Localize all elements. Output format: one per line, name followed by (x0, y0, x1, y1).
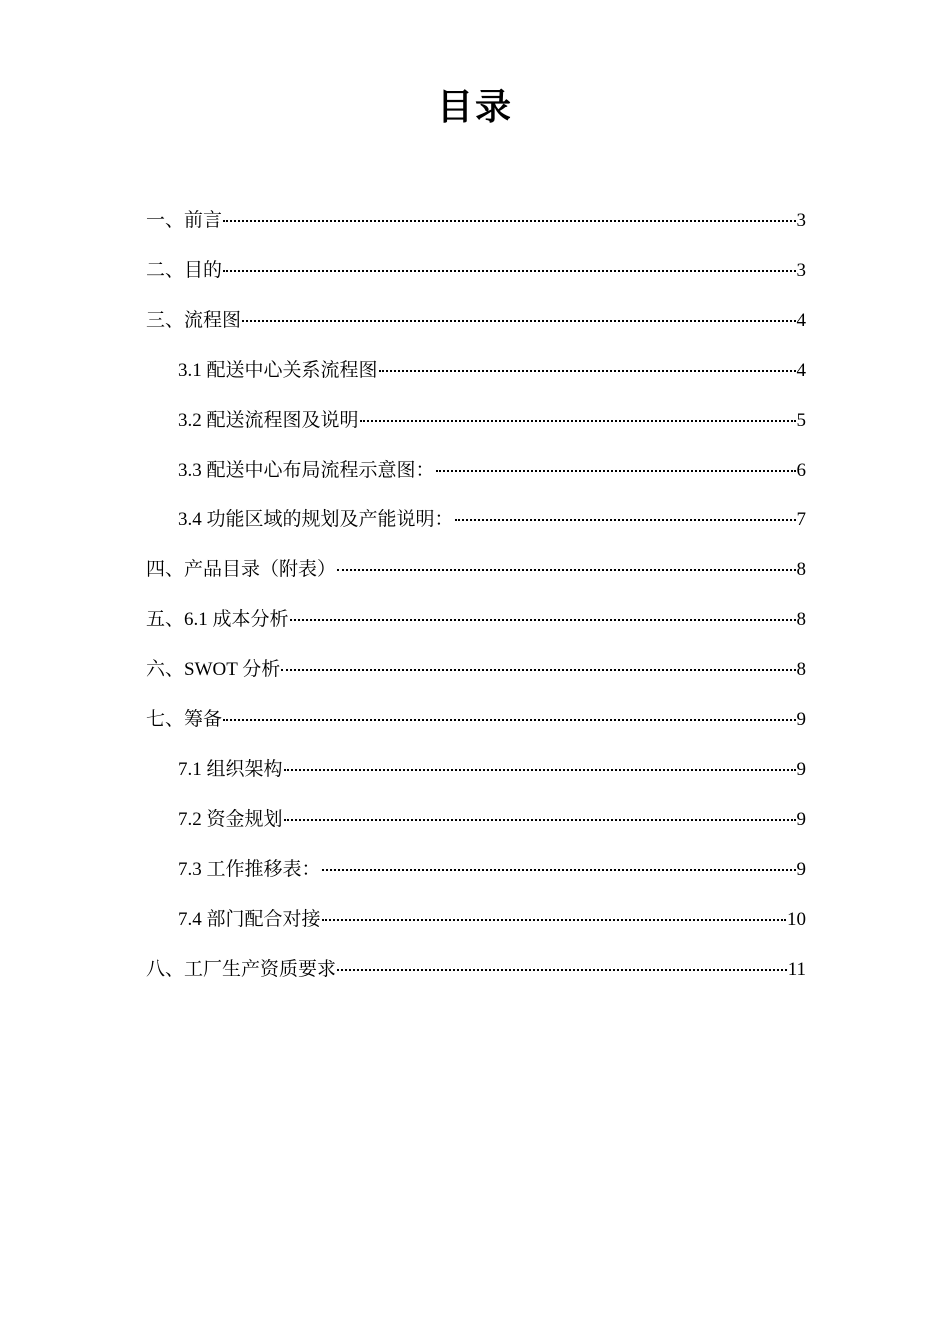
toc-page-number: 9 (796, 809, 806, 830)
toc-entry-title: 三、流程图 (146, 310, 242, 331)
toc-entry[interactable] (146, 655, 806, 685)
toc-entry-title: 7.4 部门配合对接 (178, 909, 321, 930)
toc-dot-leader (322, 869, 796, 871)
toc-entry[interactable] (146, 605, 806, 635)
toc-entry-title: 六、SWOT 分析 (146, 659, 281, 680)
toc-dot-leader (360, 420, 796, 422)
toc-dot-leader (284, 769, 796, 771)
toc-page-number: 7 (796, 509, 806, 530)
toc-entry[interactable] (178, 456, 806, 486)
toc-page-number: 8 (796, 559, 806, 580)
toc-dot-leader (242, 320, 795, 322)
toc-entry[interactable] (146, 306, 806, 336)
toc-page-number: 9 (796, 709, 806, 730)
toc-dot-leader (290, 619, 796, 621)
toc-entry[interactable] (146, 705, 806, 735)
toc-entry[interactable] (146, 555, 806, 585)
toc-entry-title: 7.1 组织架构 (178, 759, 283, 780)
toc-entry-title: 七、筹备 (146, 709, 223, 730)
toc-page-number: 3 (796, 260, 806, 281)
toc-entry-title: 3.4 功能区域的规划及产能说明： (178, 509, 454, 530)
toc-dot-leader (337, 569, 795, 571)
page-title: 目录 (436, 87, 513, 128)
toc-entry-title: 3.3 配送中心布局流程示意图： (178, 460, 435, 481)
toc-dot-leader (223, 719, 795, 721)
toc-dot-leader (379, 370, 796, 372)
toc-page-number: 8 (796, 659, 806, 680)
toc-dot-leader (455, 519, 796, 521)
toc-page-number: 11 (787, 959, 806, 980)
toc-dot-leader (223, 220, 795, 222)
toc-entry[interactable] (178, 505, 806, 535)
toc-page-number: 10 (787, 909, 806, 930)
toc-entry-title: 八、工厂生产资质要求 (146, 959, 337, 980)
toc-page-number: 5 (796, 410, 806, 431)
toc-entry-title: 四、产品目录（附表） (146, 559, 337, 580)
toc-dot-leader (281, 669, 795, 671)
toc-page-number: 4 (796, 310, 806, 331)
toc-entry[interactable] (178, 755, 806, 785)
toc-dot-leader (337, 969, 787, 971)
toc-entry[interactable] (146, 955, 806, 985)
toc-dot-leader (436, 470, 796, 472)
toc-entry[interactable] (178, 855, 806, 885)
toc-dot-leader (322, 919, 786, 921)
toc-entry[interactable] (178, 356, 806, 386)
toc-entry[interactable] (178, 406, 806, 436)
toc-entry[interactable] (146, 206, 806, 236)
toc-page-number: 6 (796, 460, 806, 481)
toc-entry-title: 二、目的 (146, 260, 223, 281)
toc-page-number: 4 (796, 360, 806, 381)
toc-dot-leader (223, 270, 795, 272)
toc-page-number: 8 (796, 609, 806, 630)
toc-entry-title: 7.3 工作推移表： (178, 859, 321, 880)
toc-entry[interactable] (178, 805, 806, 835)
toc-page-number: 9 (796, 859, 806, 880)
toc-entry[interactable] (146, 256, 806, 286)
toc-page-number: 3 (796, 210, 806, 231)
toc-entry-title: 7.2 资金规划 (178, 809, 283, 830)
toc-entry[interactable] (178, 905, 806, 935)
toc-dot-leader (284, 819, 796, 821)
toc-page-number: 9 (796, 759, 806, 780)
toc-entry-title: 3.2 配送流程图及说明 (178, 410, 359, 431)
toc-entry-title: 五、6.1 成本分析 (146, 609, 289, 630)
toc-entry-title: 一、前言 (146, 210, 223, 231)
toc-entry-title: 3.1 配送中心关系流程图 (178, 360, 378, 381)
